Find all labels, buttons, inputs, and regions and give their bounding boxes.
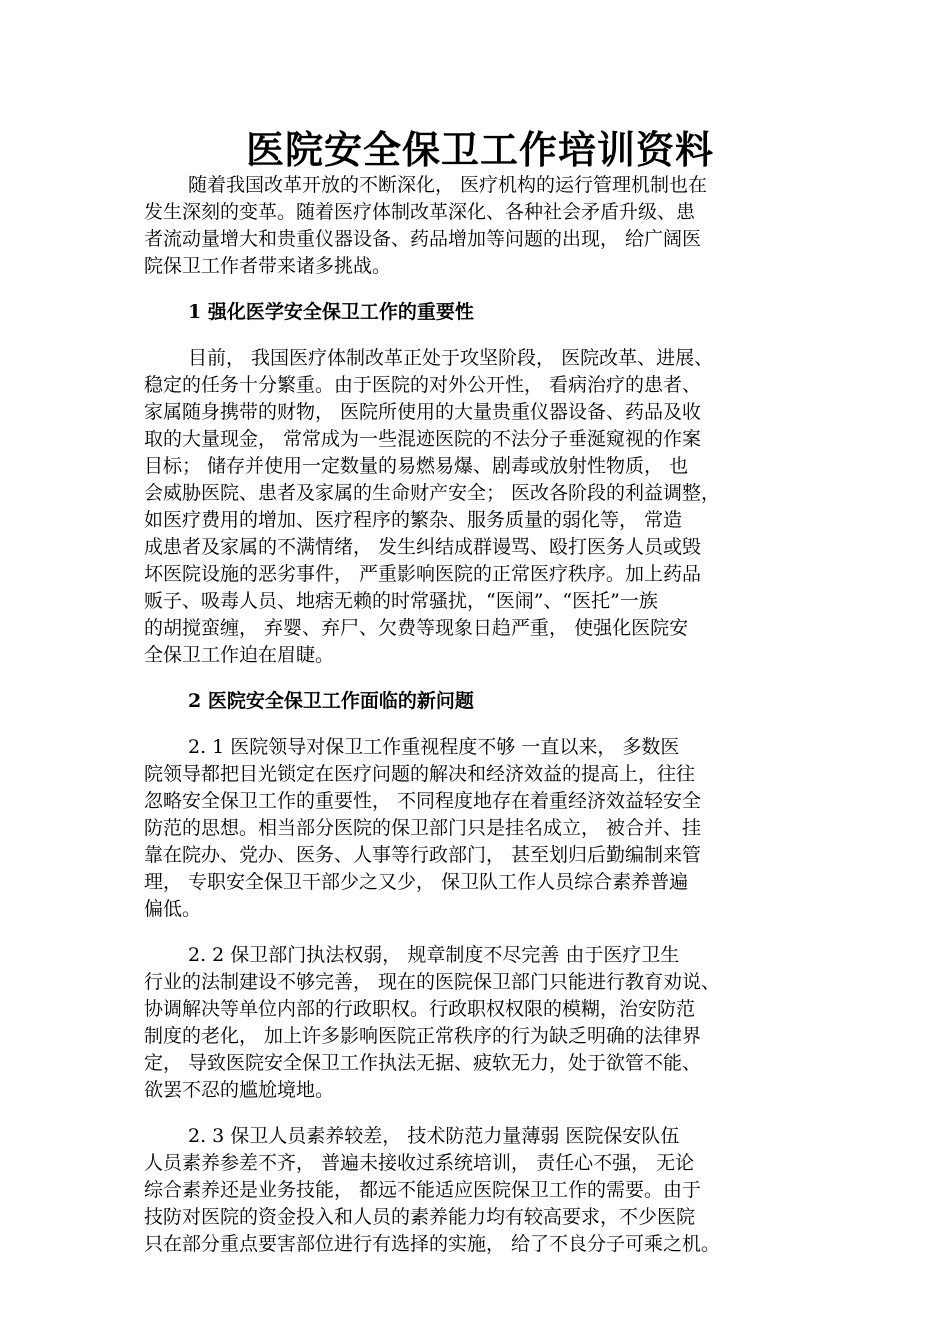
document-body (144, 172, 816, 1258)
section1-line: 贩子、吸毒人员、地痞无赖的时常骚扰，“医闹”、“医托”一族 (144, 590, 658, 612)
subsection-2-3-line: 技防对医院的资金投入和人员的素养能力均有较高要求，不少医院 (144, 1206, 696, 1228)
subsection-2-1-line: 2. 1 医院领导对保卫工作重视程度不够 一直以来， 多数医 (188, 736, 680, 758)
section1-line: 取的大量现金， 常常成为一些混迹医院的不法分子垂涎窥视的作案 (144, 428, 702, 450)
subsection-2-3-line: 人员素养参差不齐， 普遍未接收过系统培训， 责任心不强， 无论 (144, 1152, 695, 1174)
section1-line: 目前， 我国医疗体制改革正处于攻坚阶段， 医院改革、进展、 (188, 347, 714, 369)
subsection-2-3-line: 只在部分重点要害部位进行有选择的实施， 给了不良分子可乘之机。 (144, 1233, 721, 1255)
section-heading-2: 2 医院安全保卫工作面临的新问题 (188, 690, 474, 712)
subsection-2-1-line: 忽略安全保卫工作的重要性， 不同程度地存在着重经济效益轻安全 (144, 790, 702, 812)
intro-line: 随着我国改革开放的不断深化， 医疗机构的运行管理机制也在 (188, 174, 708, 196)
intro-line: 院保卫工作者带来诸多挑战。 (144, 255, 392, 277)
subsection-2-1-line: 理， 专职安全保卫干部少之又少， 保卫队工作人员综合素养普遍 (144, 871, 689, 893)
section1-line: 的胡搅蛮缠， 弃婴、弃尸、欠费等现象日趋严重， 使强化医院安 (144, 617, 689, 639)
section1-line: 成患者及家属的不满情绪， 发生纠结成群谩骂、殴打医务人员或毁 (144, 536, 702, 558)
subsection-2-1-line: 偏低。 (144, 898, 202, 920)
subsection-2-1-line: 靠在院办、党办、医务、人事等行政部门， 甚至划归后勤编制来管 (144, 844, 702, 866)
section1-line: 会威胁医院、患者及家属的生命财产安全； 医改各阶段的利益调整， (144, 482, 721, 504)
document-title: 医院安全保卫工作培训资料 (245, 127, 714, 172)
section1-line: 家属随身携带的财物， 医院所使用的大量贵重仪器设备、药品及收 (144, 401, 702, 423)
section1-line: 目标； 储存并使用一定数量的易燃易爆、剧毒或放射性物质， 也 (144, 455, 689, 477)
subsection-2-2-line: 2. 2 保卫部门执法权弱， 规章制度不尽完善 由于医疗卫生 (188, 944, 680, 966)
subsection-2-2-line: 定， 导致医院安全保卫工作执法无据、疲软无力，处于欲管不能、 (144, 1052, 702, 1074)
intro-line: 者流动量增大和贵重仪器设备、药品增加等问题的出现， 给广阔医 (144, 228, 702, 250)
section-heading-1: 1 强化医学安全保卫工作的重要性 (188, 301, 474, 323)
subsection-2-3-line: 2. 3 保卫人员素养较差， 技术防范力量薄弱 医院保安队伍 (188, 1125, 680, 1147)
subsection-2-2-line: 行业的法制建设不够完善， 现在的医院保卫部门只能进行教育劝说、 (144, 971, 721, 993)
subsection-2-3-line: 综合素养还是业务技能， 都远不能适应医院保卫工作的需要。由于 (144, 1179, 702, 1201)
subsection-2-1-line: 院领导都把目光锁定在医疗问题的解决和经济效益的提高上，往往 (144, 763, 696, 785)
intro-line: 发生深刻的变革。随着医疗体制改革深化、各种社会矛盾升级、患 (144, 201, 696, 223)
section1-line: 全保卫工作迫在眉睫。 (144, 644, 335, 666)
subsection-2-2-line: 制度的老化， 加上许多影响医院正常秩序的行为缺乏明确的法律界 (144, 1025, 702, 1047)
subsection-2-2-line: 协调解决等单位内部的行政职权。行政职权权限的模糊，治安防范 (144, 998, 696, 1020)
section1-line: 坏医院设施的恶劣事件， 严重影响医院的正常医疗秩序。加上药品 (144, 563, 702, 585)
section1-line: 稳定的任务十分繁重。由于医院的对外公开性， 看病治疗的患者、 (144, 374, 702, 396)
subsection-2-1-line: 防范的思想。相当部分医院的保卫部门只是挂名成立， 被合并、挂 (144, 817, 702, 839)
subsection-2-2-line: 欲罢不忍的尴尬境地。 (144, 1079, 335, 1101)
section1-line: 如医疗费用的增加、医疗程序的繁杂、服务质量的弱化等， 常造 (144, 509, 683, 531)
